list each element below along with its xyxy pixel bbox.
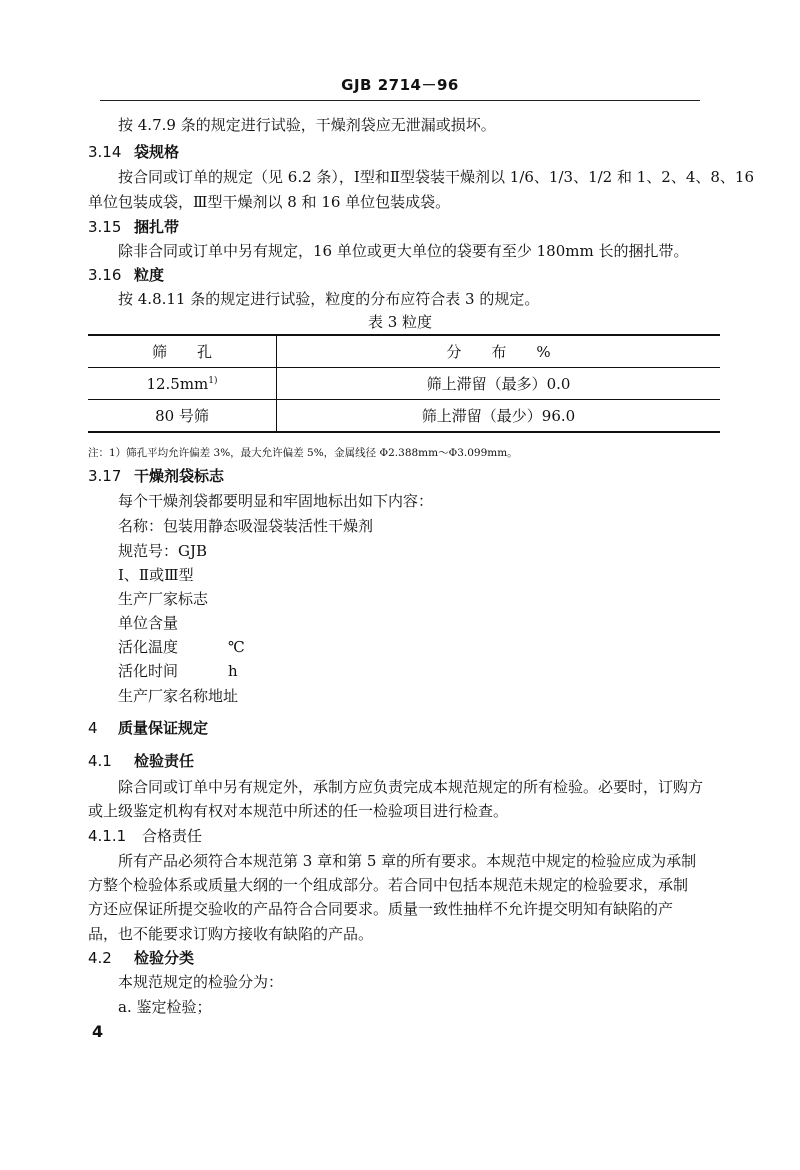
page-number: 4: [92, 1022, 104, 1041]
section-heading-3-16: [88, 265, 164, 285]
time-unit: h: [228, 662, 238, 680]
standard-code-header: GJB 2714－96: [341, 76, 459, 94]
section-title: 粒度: [134, 266, 165, 284]
section-number: 3.15: [88, 218, 122, 236]
paragraph: 方还应保证所提交验收的产品符合合同要求。质量一致性抽样不允许提交明知有缺陷的产: [88, 900, 674, 918]
section-number: 4.1.1: [88, 827, 127, 845]
section-title: 捆扎带: [134, 218, 180, 236]
section-heading-3-17: [88, 466, 224, 486]
marking-item: 生产厂家名称地址: [118, 687, 239, 705]
section-number: 3.14: [88, 143, 122, 161]
section-title: 检验责任: [134, 752, 195, 770]
temperature-unit: ℃: [228, 638, 245, 656]
section-title: 袋规格: [134, 143, 180, 161]
marking-item: 活化温度: [118, 638, 179, 656]
table-row: [88, 368, 720, 400]
paragraph: 所有产品必须符合本规范第 3 章和第 5 章的所有要求。本规范中规定的检验应成为承制: [118, 852, 697, 870]
section-heading-3-14: [88, 142, 179, 162]
paragraph: 本规范规定的检验分为：: [118, 973, 284, 991]
distribution-cell: 筛上滞留（最少）96.0: [277, 400, 721, 433]
section-title: 合格责任: [142, 827, 203, 845]
list-item: a. 鉴定检验；: [118, 998, 212, 1016]
marking-item: 名称：包装用静态吸湿袋装活性干燥剂: [118, 517, 374, 535]
sieve-cell: [88, 368, 277, 400]
section-heading-4-1: [88, 751, 194, 771]
section-number: 3.17: [88, 467, 122, 485]
marking-item: 生产厂家标志: [118, 590, 209, 608]
chapter-number: 4: [88, 719, 98, 737]
header-rule: [100, 100, 700, 101]
section-number: 3.16: [88, 266, 122, 284]
marking-item: 单位含量: [118, 614, 179, 632]
footnote-marker: 1): [208, 375, 218, 386]
paragraph: 除合同或订单中另有规定外，承制方应负责完成本规范规定的所有检验。必要时，订购方: [118, 778, 704, 796]
section-title: 检验分类: [134, 949, 195, 967]
section-heading-3-15: [88, 217, 179, 237]
section-number: 4.2: [88, 949, 112, 967]
marking-item: Ⅰ、Ⅱ或Ⅲ型: [118, 566, 194, 584]
section-number: 4.1: [88, 752, 112, 770]
table-note: 注：1）筛孔平均允许偏差 3%，最大允许偏差 5%，金属线径 Φ2.388mm～Φ3.099mm。: [88, 447, 518, 459]
section-heading-4-1-1: [88, 826, 202, 846]
paragraph: 除非合同或订单中另有规定，16 单位或更大单位的袋要有至少 180mm 长的捆扎带。: [118, 242, 689, 260]
marking-item: 规范号：GJB: [118, 542, 208, 560]
sieve-value: 80 号筛: [155, 407, 209, 425]
table-header-row: [88, 335, 720, 368]
section-heading-4-2: [88, 948, 194, 968]
distribution-cell: 筛上滞留（最多）0.0: [277, 368, 721, 400]
paragraph: 按合同或订单的规定（见 6.2 条），Ⅰ型和Ⅱ型袋装干燥剂以 1/6、1/3、1/2 和 1、2、4、8、16: [118, 168, 755, 186]
chapter-heading-4: [88, 718, 208, 738]
sieve-cell: [88, 400, 277, 433]
chapter-title: 质量保证规定: [118, 719, 209, 737]
paragraph: 按 4.7.9 条的规定进行试验，干燥剂袋应无泄漏或损坏。: [118, 116, 496, 134]
paragraph: 或上级鉴定机构有权对本规范中所述的任一检验项目进行检查。: [88, 802, 509, 820]
paragraph: 单位包装成袋，Ⅲ型干燥剂以 8 和 16 单位包装成袋。: [88, 193, 451, 211]
table-caption: 表 3 粒度: [367, 313, 433, 331]
marking-item: 活化时间: [118, 662, 179, 680]
paragraph: 品，也不能要求订购方接收有缺陷的产品。: [88, 925, 374, 943]
column-header-sieve: 筛 孔: [88, 335, 277, 368]
section-title: 干燥剂袋标志: [134, 467, 225, 485]
sieve-value: 12.5mm: [146, 374, 209, 393]
column-header-distribution: 分 布 %: [277, 335, 721, 368]
paragraph: 每个干燥剂袋都要明显和牢固地标出如下内容：: [118, 492, 434, 510]
table-row: [88, 400, 720, 433]
grain-size-table: [88, 334, 720, 433]
paragraph: 方整个检验体系或质量大纲的一个组成部分。若合同中包括本规范未规定的检验要求，承制: [88, 876, 689, 894]
paragraph: 按 4.8.11 条的规定进行试验，粒度的分布应符合表 3 的规定。: [118, 290, 540, 308]
